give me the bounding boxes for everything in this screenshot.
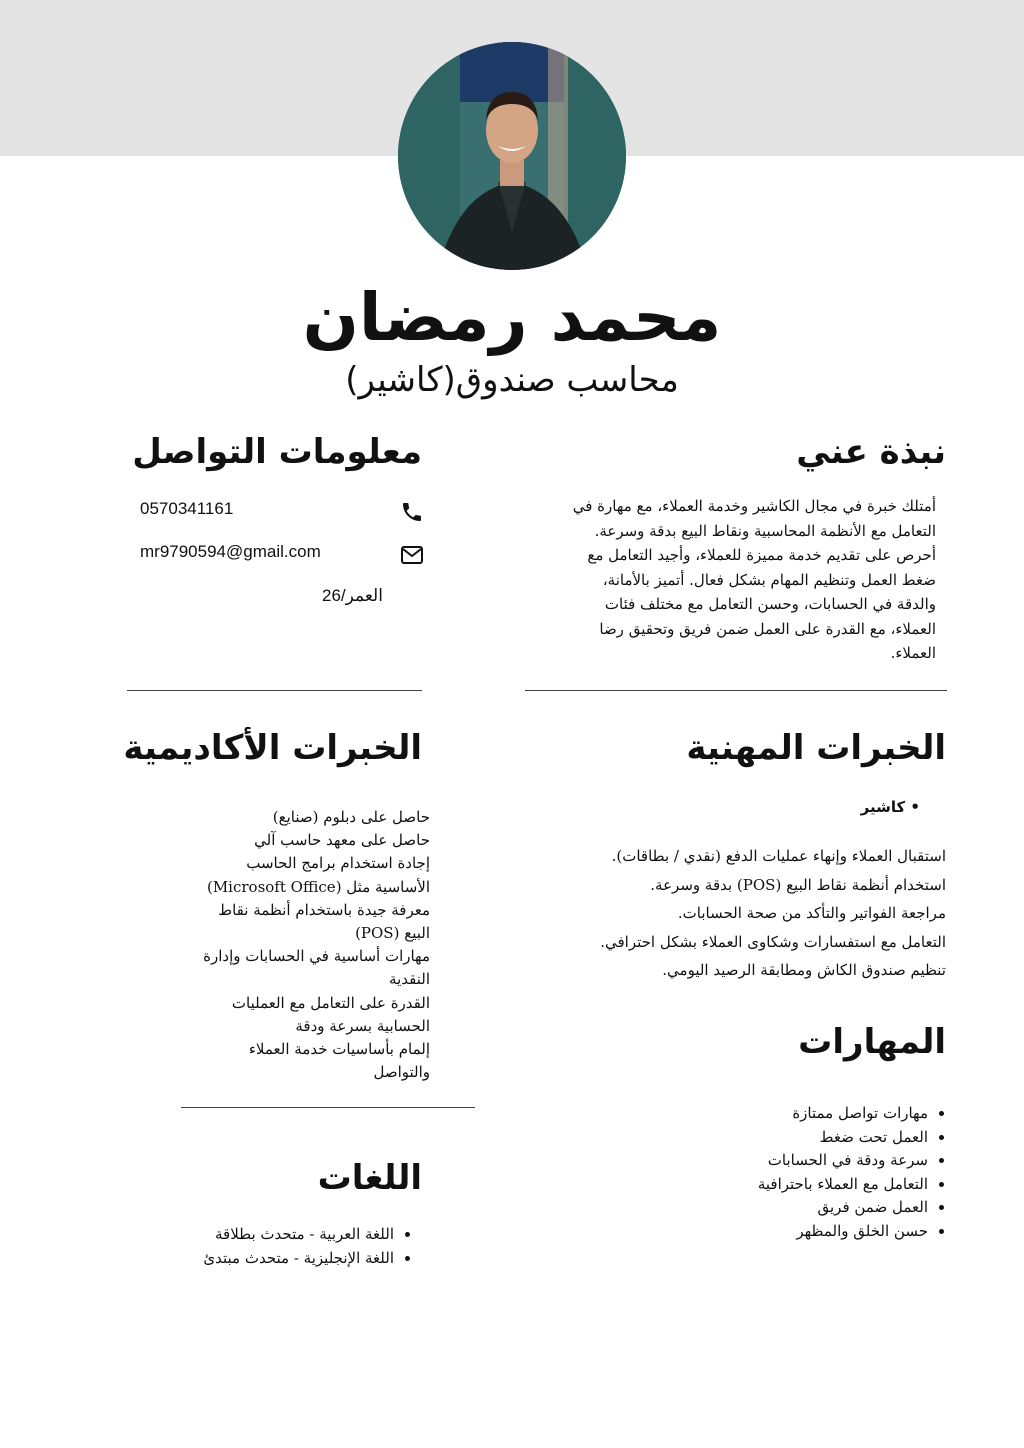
profile-photo [398, 42, 626, 270]
languages-list [203, 1223, 412, 1270]
education-divider [181, 1107, 475, 1108]
education-line: إلمام بأساسيات خدمة العملاء [248, 1040, 430, 1059]
education-line: والتواصل [373, 1063, 430, 1082]
about-line: ضغط العمل وتنظيم المهام بشكل فعال. أتميز بالأمانة، [602, 570, 936, 589]
experience-item: استقبال العملاء وإنهاء عمليات الدفع (نقدي / بطاقات). [611, 847, 946, 865]
experience-list [600, 842, 946, 985]
phone-number[interactable]: 0570341161 [140, 499, 234, 518]
languages-heading: اللغات [317, 1158, 422, 1198]
education-line: إجادة استخدام برامج الحاسب [246, 854, 430, 873]
experience-item: مراجعة الفواتير والتأكد من صحة الحسابات. [677, 904, 946, 922]
education-line: مهارات أساسية في الحسابات وإدارة [203, 947, 430, 966]
skill-item: • حسن الخلق والمظهر [758, 1220, 928, 1244]
person-photo-icon [398, 42, 626, 270]
skill-item: • العمل تحت ضغط [758, 1126, 928, 1150]
education-line: النقدية [389, 970, 430, 989]
education-line: البيع (POS) [355, 924, 430, 943]
education-line: حاصل على دبلوم (صنايع) [272, 808, 430, 826]
email-address[interactable]: mr9790594@gmail.com [140, 542, 321, 561]
education-line: حاصل على معهد حاسب آلي [254, 831, 430, 850]
about-divider [525, 690, 947, 691]
about-line: العملاء. [890, 644, 936, 662]
about-paragraph [536, 494, 936, 666]
experience-item: تنظيم صندوق الكاش ومطابقة الرصيد اليومي. [662, 961, 946, 979]
skills-heading: المهارات [798, 1022, 946, 1062]
skill-item: • التعامل مع العملاء باحترافية [758, 1173, 928, 1197]
about-line: التعامل مع الأنظمة المحاسبية ونقاط البيع بدقة وسرعة. [594, 521, 936, 540]
skill-item: • العمل ضمن فريق [758, 1196, 928, 1220]
experience-item: استخدام أنظمة نقاط البيع (POS) بدقة وسرعة. [650, 875, 946, 894]
bullet-icon: • [905, 798, 920, 816]
contact-divider [127, 690, 422, 691]
experience-heading: الخبرات المهنية [686, 728, 946, 768]
about-line: العملاء، مع القدرة على العمل ضمن فريق وتحقيق رضا [599, 619, 936, 638]
skill-item: • سرعة ودقة في الحسابات [758, 1149, 928, 1173]
language-item: • اللغة العربية - متحدث بطلاقة [203, 1223, 394, 1247]
skill-item: • مهارات تواصل ممتازة [758, 1102, 928, 1126]
experience-item: التعامل مع استفسارات وشكاوى العملاء بشكل احترافي. [600, 932, 946, 951]
phone-icon [400, 500, 424, 524]
contact-heading: معلومات التواصل [132, 432, 422, 472]
about-line: أمتلك خبرة في مجال الكاشير وخدمة العملاء، مع مهارة في [572, 497, 936, 515]
language-item: • اللغة الإنجليزية - متحدث مبتدئ [203, 1247, 394, 1271]
job-title [861, 798, 920, 816]
education-line: معرفة جيدة باستخدام أنظمة نقاط [218, 900, 430, 919]
education-line: القدرة على التعامل مع العمليات [231, 993, 430, 1012]
candidate-role: محاسب صندوق(كاشير) [345, 360, 679, 400]
education-list [170, 806, 430, 1084]
education-line: الأساسية مثل (Microsoft Office) [206, 877, 430, 896]
age: العمر/26 [322, 586, 383, 605]
about-line: والدقة في الحسابات، وحسن التعامل مع مختلف فئات [604, 595, 936, 613]
envelope-icon [400, 543, 424, 567]
candidate-name: محمد رمضان [302, 279, 722, 356]
job-title-text: كاشير [860, 798, 906, 816]
education-line: الحسابية بسرعة ودقة [295, 1016, 430, 1035]
about-line: أحرص على تقديم خدمة مميزة للعملاء، وأجيد التعامل مع [587, 546, 936, 564]
skills-list [758, 1102, 946, 1243]
about-heading: نبذة عني [796, 432, 946, 472]
education-heading: الخبرات الأكاديمية [123, 728, 422, 768]
